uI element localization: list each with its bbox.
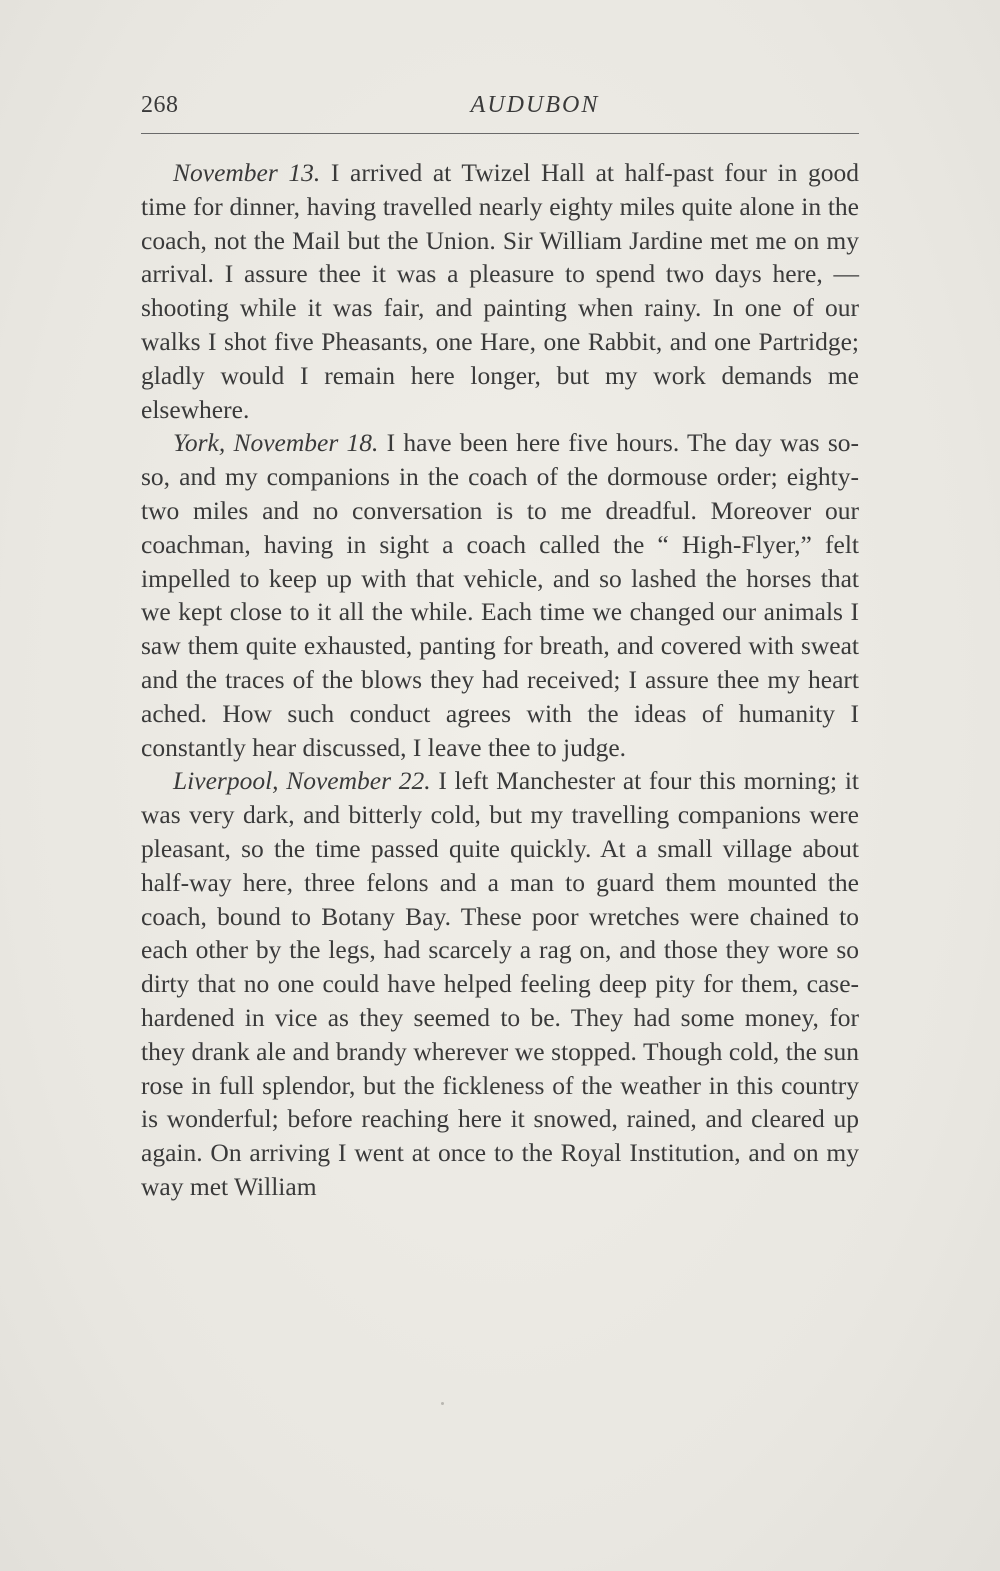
header-rule bbox=[141, 133, 859, 134]
entry-text: I arrived at Twizel Hall at half-past four in good time for dinner, having travelled nearly eighty miles quite alone in the coach, not the Mail but the Union. Sir William Jardine met me on my arrival. I assure thee it was a pleasure to spend two days here, — shooting while it was fair, and painting when rainy. In one of our walks I shot five Pheasants, one Hare, one Rabbit, and one Partridge; gladly would I remain here longer, but my work demands me elsewhere. bbox=[141, 158, 859, 424]
ink-speck bbox=[441, 1402, 444, 1405]
body-text bbox=[141, 156, 859, 1204]
running-title: AUDUBON bbox=[470, 92, 600, 118]
journal-entry bbox=[141, 426, 859, 764]
running-head bbox=[141, 88, 859, 128]
entry-date: November 13. bbox=[173, 158, 321, 187]
page-number: 268 bbox=[141, 92, 179, 118]
entry-date: Liverpool, November 22. bbox=[173, 766, 431, 796]
entry-text: I have been here five hours. The day was so-so, and my companions in the coach of the dormouse order; eighty-two miles and no conversation is to me dreadful. Moreover our coachman, having in sight a coach called the “ High-Flyer,” felt impelled to keep up with that vehicle, and so lashed the horses that we kept close to it all the while. Each time we changed our animals I saw them quite exhausted, panting for breath, and covered with sweat and the traces of the blows they had received; I assure thee my heart ached. How such conduct agrees with the ideas of humanity I constantly hear discussed, I leave thee to judge. bbox=[141, 428, 860, 762]
journal-entry bbox=[141, 764, 859, 1203]
entry-text: I left Manchester at four this morning; it was very dark, and bitterly cold, but my travelling companions were pleasant, so the time passed quite quickly. At a small village about half-way here, three felons and a man to guard them mounted the coach, bound to Botany Bay. These poor wretches were chained to each other by the legs, had scarcely a rag on, and those they wore so dirty that no one could have helped feeling deep pity for them, case-hardened in vice as they seemed to be. They had some money, for they drank ale and brandy wherever we stopped. Though cold, the sun rose in full splendor, but the fickleness of the weather in this country is wonderful; before reaching here it snowed, rained, and cleared up again. On arriving I went at once to the Royal Institution, and on my way met William bbox=[141, 766, 860, 1201]
journal-entry bbox=[141, 156, 859, 426]
entry-date: York, November 18. bbox=[173, 428, 379, 458]
